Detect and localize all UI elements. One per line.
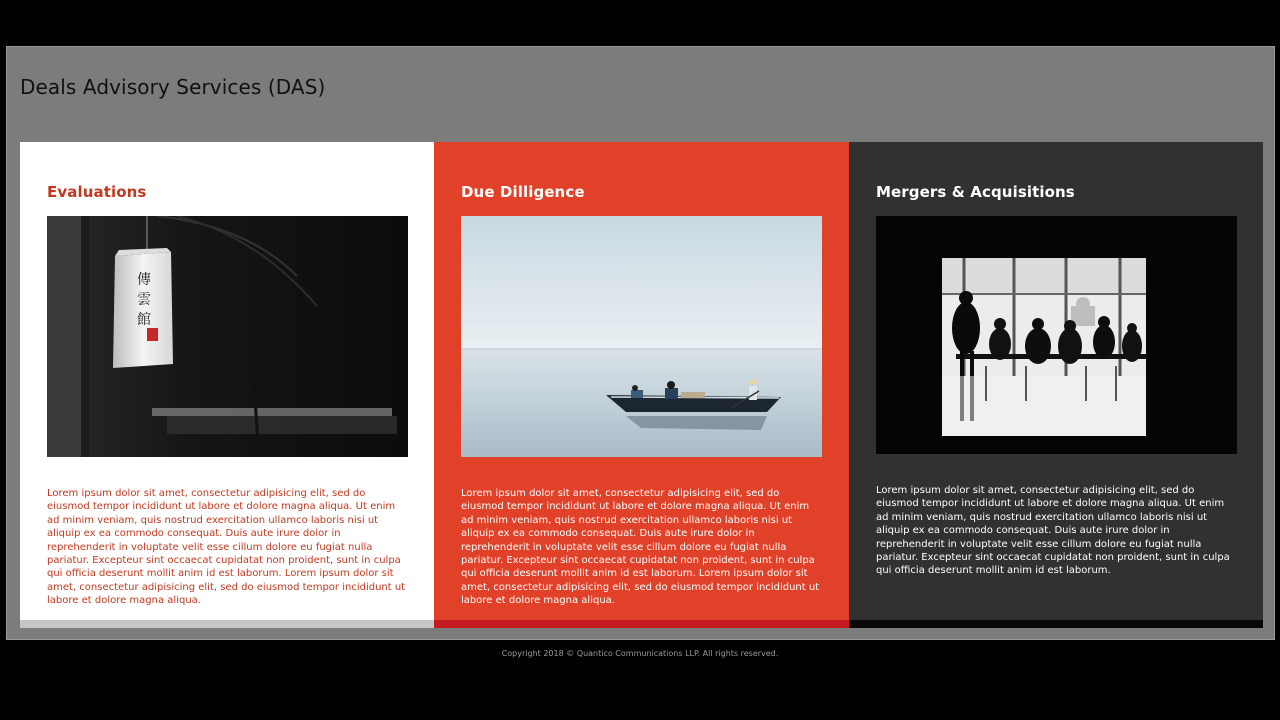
card-title: Evaluations xyxy=(47,183,147,201)
card-body-text: Lorem ipsum dolor sit amet, consectetur adipisicing elit, sed do eiusmod tempor incididunt ut labore et dolore magna aliqua. Ut enim ad minim veniam, quis nostrud exercitation ullamco laboris nisi ut aliquip ex ea commodo consequat. Duis aute irure dolor in reprehenderit in voluptate velit esse cillum dolore eu fugiat nulla pariatur. Excepteur sint occaecat cupidatat non proident, sunt in culpa qui officia deserunt mollit anim id est laborum. xyxy=(876,485,1230,577)
card-bottom-strip xyxy=(20,620,434,628)
card-title: Mergers & Acquisitions xyxy=(876,183,1075,201)
lantern-char-3: 館 xyxy=(137,312,151,328)
meeting-silhouettes-photo xyxy=(876,216,1237,454)
lantern-char-1: 傳 xyxy=(137,272,151,288)
paper-lantern-photo xyxy=(47,216,408,457)
boat-on-sea-photo xyxy=(461,216,822,457)
card-body-text: Lorem ipsum dolor sit amet, consectetur adipisicing elit, sed do eiusmod tempor incididunt ut labore et dolore magna aliqua. Ut enim ad minim veniam, quis nostrud exercitation ullamco laboris nisi ut aliquip ex ea commodo consequat. Duis aute irure dolor in reprehenderit in voluptate velit esse cillum dolore eu fugiat nulla pariatur. Excepteur sint occaecat cupidatat non proident, sunt in culpa qui officia deserunt mollit anim id est laborum. Lorem ipsum dolor sit amet, consectetur adipisicing elit, sed do eiusmod tempor incididunt ut labore et dolore magna aliqua. xyxy=(47,488,406,607)
card-bottom-strip xyxy=(849,620,1263,628)
service-cards xyxy=(20,142,1263,628)
card-title: Due Dilligence xyxy=(461,183,585,201)
page-title: Deals Advisory Services (DAS) xyxy=(20,75,326,99)
card-due-diligence xyxy=(434,142,849,628)
card-mergers-acquisitions xyxy=(849,142,1263,628)
card-evaluations xyxy=(20,142,434,628)
lantern-char-2: 雲 xyxy=(137,292,151,308)
card-body-text: Lorem ipsum dolor sit amet, consectetur adipisicing elit, sed do eiusmod tempor incididunt ut labore et dolore magna aliqua. Ut enim ad minim veniam, quis nostrud exercitation ullamco laboris nisi ut aliquip ex ea commodo consequat. Duis aute irure dolor in reprehenderit in voluptate velit esse cillum dolore eu fugiat nulla pariatur. Excepteur sint occaecat cupidatat non proident, sunt in culpa qui officia deserunt mollit anim id est laborum. Lorem ipsum dolor sit amet, consectetur adipisicing elit, sed do eiusmod tempor incididunt ut labore et dolore magna aliqua. xyxy=(461,488,820,607)
card-bottom-strip xyxy=(434,620,849,628)
slide-frame xyxy=(6,46,1275,640)
footer-copyright: Copyright 2018 © Quantico Communications LLP. All rights reserved. xyxy=(501,649,779,658)
